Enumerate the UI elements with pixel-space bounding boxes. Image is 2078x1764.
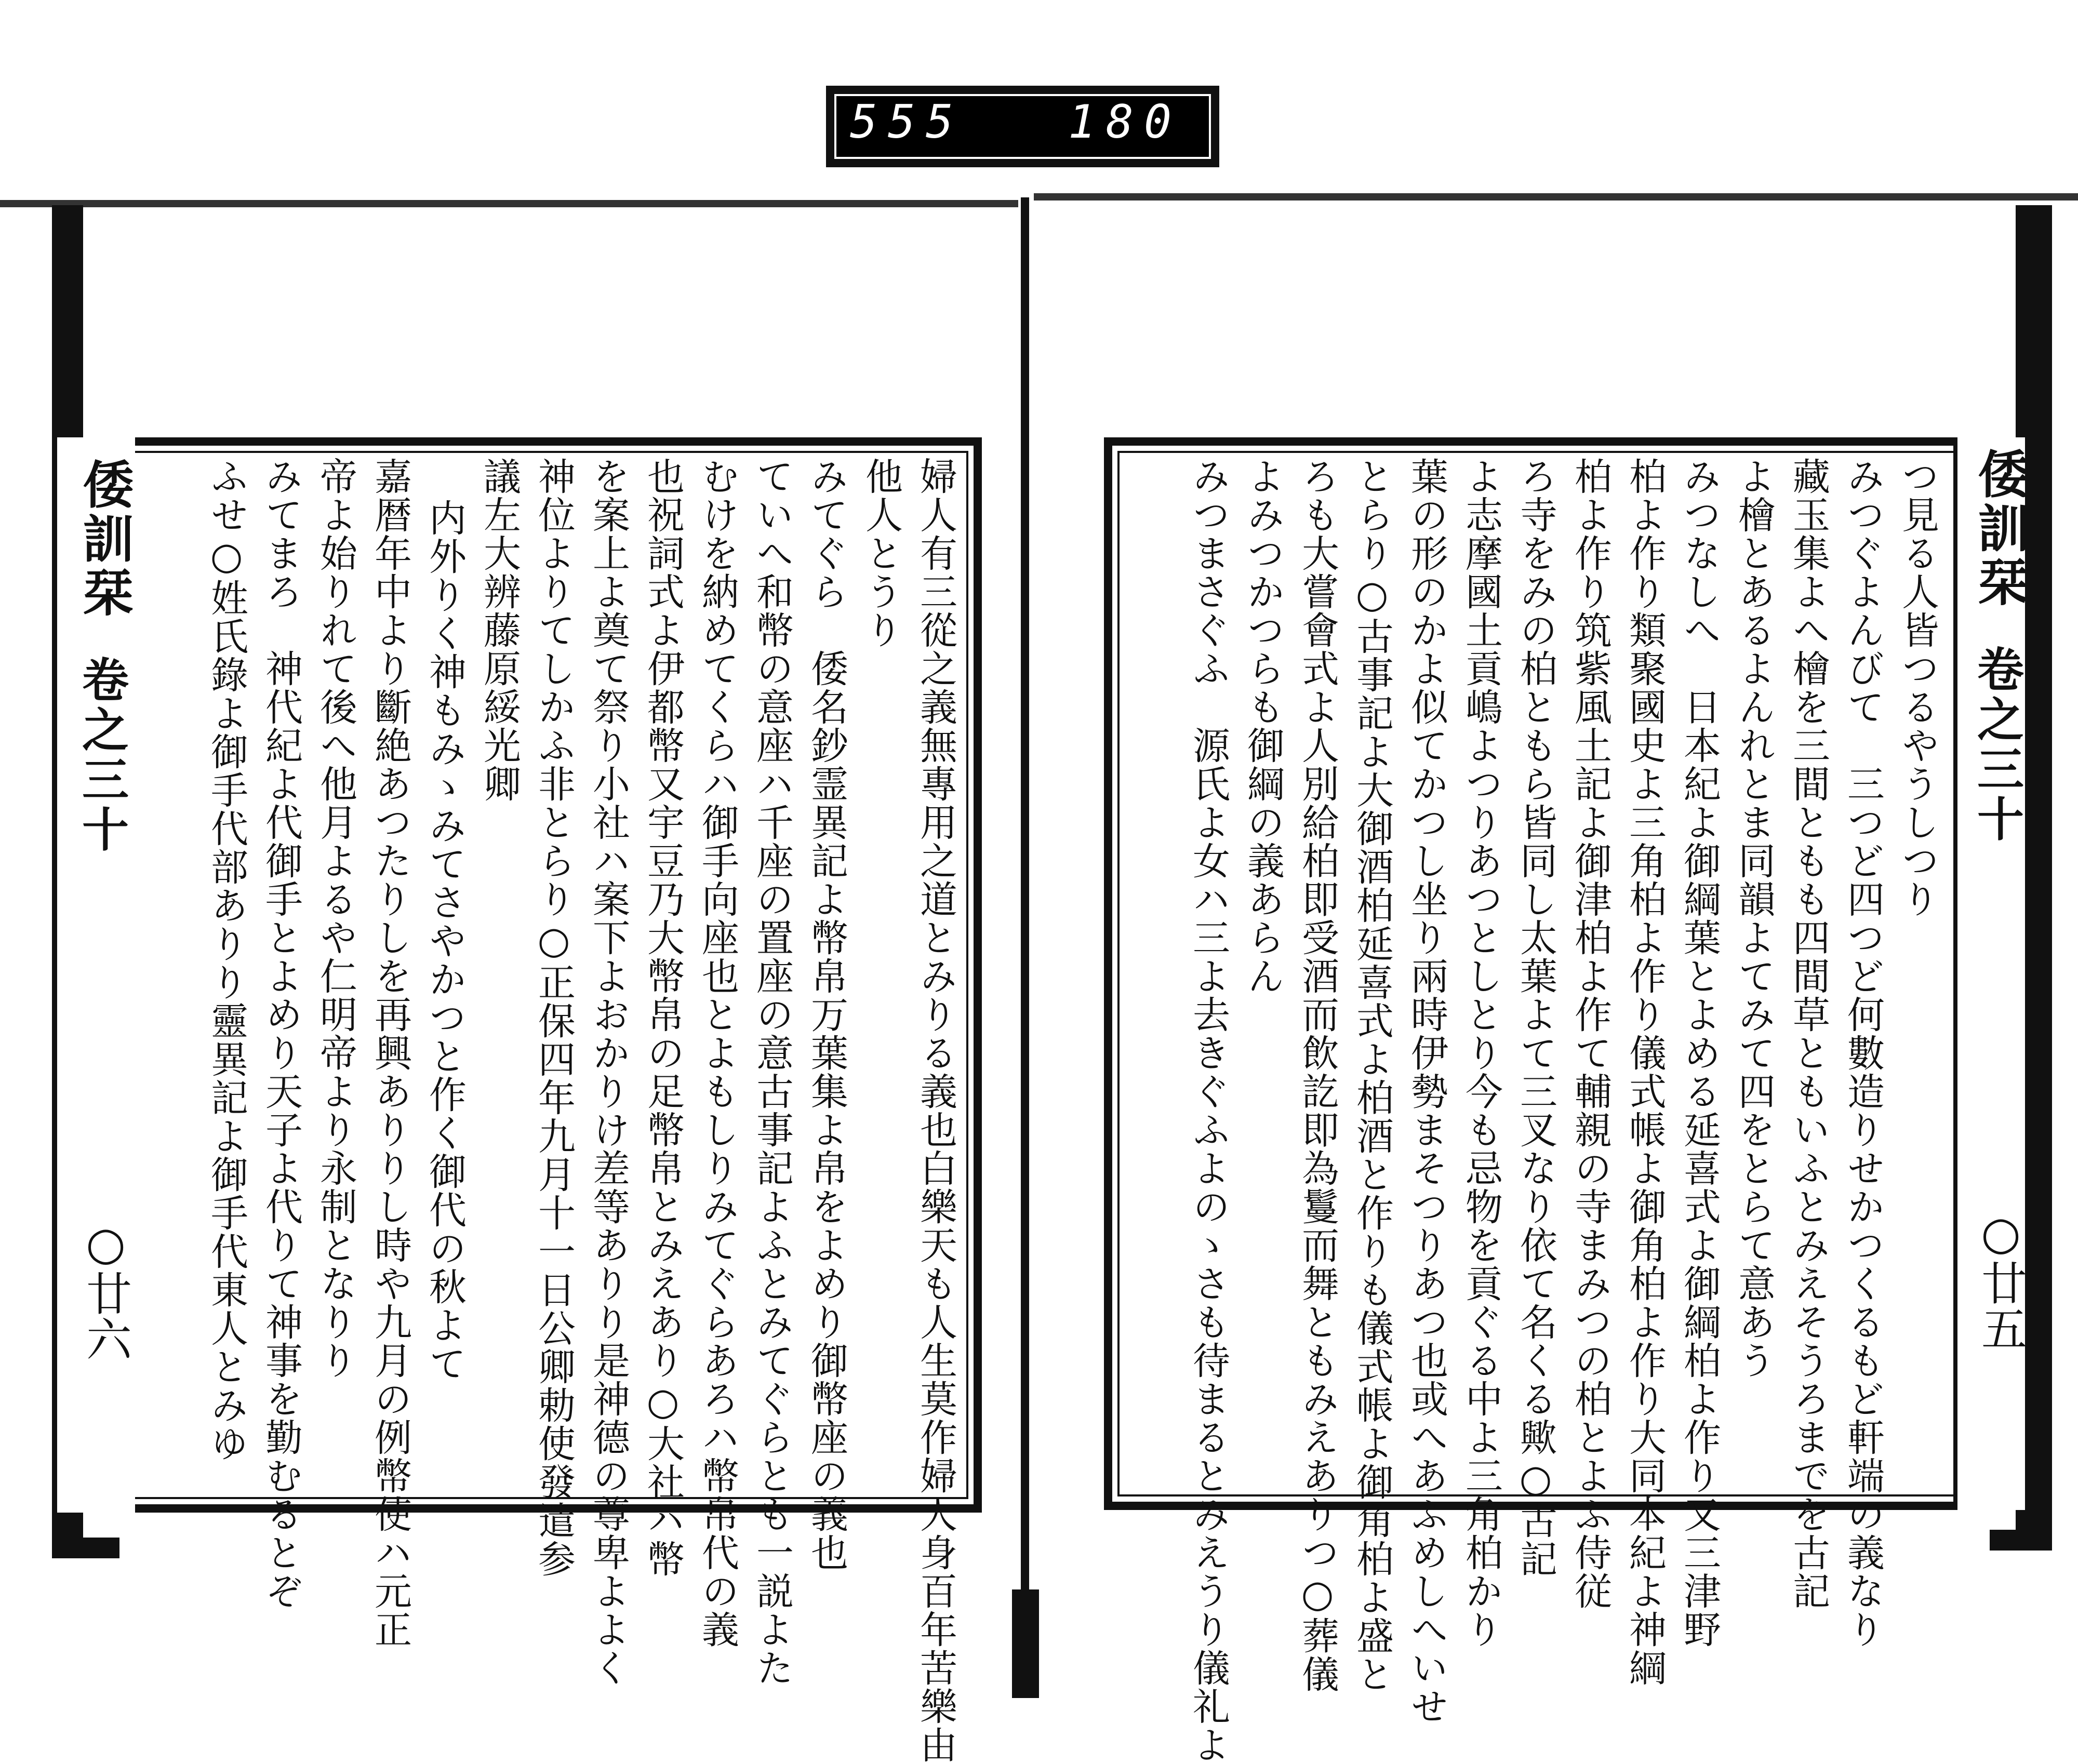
right-text-column: よ志摩國土貢嶋よつりあつとしとり今も忌物を貢ぐる中よ三角柏かり xyxy=(1459,457,1503,1649)
right-page-text xyxy=(1127,457,1948,1764)
right-leaf-number: ○廿五 xyxy=(1974,1206,2028,1351)
left-text-column: 嘉暦年中より斷絶あつたりしを再興ありりし時や九月の例幣使ハ元正 xyxy=(368,457,412,1649)
left-text-column: ふせ○姓氏錄よ御手代部ありり靈異記よ御手代東人とみゆ xyxy=(205,457,248,1463)
catalog-label xyxy=(826,86,1219,167)
left-text-column: むけを納めてくらハ御手向座也とよもしりみてぐらあろハ幣帛代の義 xyxy=(696,457,739,1649)
right-page-top-edge xyxy=(1034,193,2078,201)
left-title-strip xyxy=(52,437,135,1513)
right-text-column: とらり○古事記よ大御酒柏延喜式よ柏酒と作りも儀式帳よ御角柏よ盛と xyxy=(1350,457,1394,1693)
right-text-column: ろ寺をみの柏ともら皆同し太葉よて三叉なり依て名くる歟○古記 xyxy=(1514,457,1557,1578)
left-page-top-edge xyxy=(0,200,1018,207)
right-text-column: よ檜とあるよんれとま同韻よてみて四をとらて意あう xyxy=(1732,457,1776,1380)
left-text-column: みてぐら 倭名鈔霊異記よ幣帛万葉集よ帛をよめり御幣座の義也 xyxy=(805,457,848,1572)
right-text-column: よみつかつらも御綱の義あらん xyxy=(1241,457,1285,995)
right-text-column: つ見る人皆つるやうしつり xyxy=(1896,457,1939,918)
right-title-strip xyxy=(1953,437,2029,1510)
center-gutter xyxy=(1021,197,1029,1595)
left-page-text xyxy=(156,457,966,1764)
left-text-column: を案上よ奠て祭り小社ハ案下よおかりけ差等ありり是神德の尊卑よよく xyxy=(587,457,630,1687)
left-text-column: みてまろ 神代紀よ代御手とよめり天子よ代りて神事を勤むるとぞ xyxy=(259,457,303,1610)
right-text-column: 葉の形のかよ似てかつし坐り兩時伊勢まそつりあつ也或へあふめしへいせ xyxy=(1405,457,1448,1726)
right-text-column: 柏よ作り筑紫風土記よ御津柏よ作て輔親の寺まみつの柏とよふ侍従 xyxy=(1568,457,1612,1610)
left-text-column: 内外りく神もみゝみてさやかつと作く御代の秋よて xyxy=(423,499,467,1383)
right-text-column: 柏よ作り類聚國史よ三角柏よ作り儀式帳よ御角柏よ作り大同本紀よ神綱 xyxy=(1623,457,1667,1687)
catalog-number-left: 555 xyxy=(850,95,964,149)
left-text-column: 他人とうり xyxy=(859,457,903,649)
right-text-column: みつぐよんびて 三つど四つど何數造りせかつくるもど軒端の義なり xyxy=(1841,457,1885,1649)
left-text-column: 議左大辨藤原綏光卿 xyxy=(477,457,521,803)
left-text-column: 神位よりてしかふ非とらり○正保四年九月十一日公卿勅使發遣参 xyxy=(532,457,576,1578)
right-book-corner xyxy=(1990,1530,2052,1551)
center-gutter-base xyxy=(1012,1589,1039,1698)
right-text-column: みつなしへ 日本紀よ御綱葉とよめる延喜式よ御綱柏よ作り又三津野 xyxy=(1677,457,1721,1649)
right-book-title: 倭訓栞 xyxy=(1969,448,2029,610)
right-text-column: ろも大嘗會式よ人別給柏即受酒而飲訖即為鬘而舞ともみえありつ○葬儀 xyxy=(1296,457,1339,1693)
right-volume-label: 卷之三十 xyxy=(1969,645,2024,845)
left-volume-label: 卷之三十 xyxy=(74,656,129,855)
catalog-number-right: 180 xyxy=(1068,95,1182,149)
left-leaf-number: ○廿六 xyxy=(79,1217,132,1361)
left-text-column: 也祝詞式よ伊都幣又宇豆乃大幣帛の足幣帛とみえあり○大社ハ幣 xyxy=(641,457,685,1578)
left-text-column: 婦人有三從之義無專用之道とみりる義也白樂天も人生莫作婦人身百年苦樂由 xyxy=(914,457,957,1764)
left-book-title: 倭訓栞 xyxy=(74,458,134,620)
left-text-column: 帝よ始りれて後へ他月よるや仁明帝より永制となりり xyxy=(314,457,357,1380)
right-text-column: みつまさぐふ 源氏よ女ハ三よ去きぐふよのゝさも待まるとみえうり儀礼よ xyxy=(1187,457,1230,1764)
left-text-column: ていへ和幣の意座ハ千座の置座の意古事記よふとみてぐらとも一説よた xyxy=(750,457,794,1687)
right-text-column: 藏玉集よへ檜を三間ともも四間草ともいふとみえそうろまでを古記 xyxy=(1787,457,1830,1610)
left-book-corner xyxy=(52,1538,119,1558)
